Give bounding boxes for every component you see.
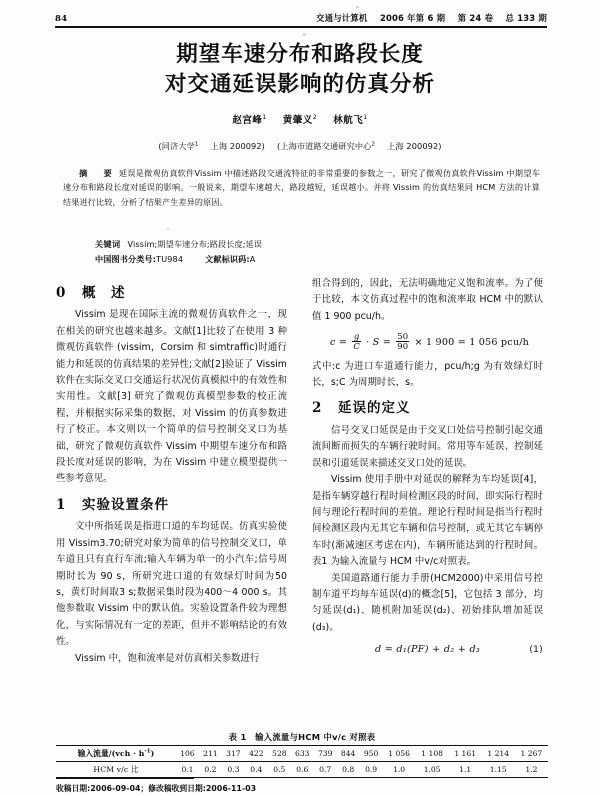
affiliation-1-city: 上海 200092) <box>210 141 265 151</box>
doc-code-value: A <box>249 254 256 264</box>
journal-citation: 交通与计算机 2006 年第 6 期 第 24 卷 总 133 期 <box>316 13 547 23</box>
cell-flow-0: 106 <box>176 746 199 762</box>
paragraph-0-1: Vissim 是现在国际主流的微观仿真软件之一，现在相关的研究也越来越多。文献[1]比较了在使用 3 种微观仿真软件 (vissim，Corsim 和 simtraffic)时通行能力和延误的仿真结果的差异性;文献[2]验证了 Vissim 软件在实际交叉口交通运行状况仿真模拟中的有效性和实用性。文献[3] 研究了微观仿真模型参数的校正流程，并根据实际采集的数据，对 Vissim 的仿真参数进行了校正。本文则以一个简单的信号控制交叉口为基础，研究了微观仿真软件 Vissim 中期望车速分布和路段长度对延误的影响，为在 Vissim 中建立模型提供一些参考意见。 <box>56 309 287 485</box>
cell-vc-0: 0.1 <box>176 762 199 778</box>
classification-block <box>95 252 545 267</box>
cell-flow-2: 317 <box>222 746 245 762</box>
cell-vc-11: 1.1 <box>449 762 482 778</box>
row-header-input-flow-pre: 输入流量/(vch · h <box>77 749 145 758</box>
cell-vc-12: 1.15 <box>482 762 515 778</box>
row-header-input-flow <box>56 746 176 762</box>
cell-vc-1: 0.2 <box>199 762 222 778</box>
table-1-caption: 表 1 输入流量与HCM 中v/c 对照表 <box>228 732 376 742</box>
footnote-rule <box>56 778 194 779</box>
doc-code-label: 文献标识码: <box>205 254 250 264</box>
section-2-number: 2 <box>312 400 323 417</box>
cell-flow-6: 739 <box>314 746 337 762</box>
cell-vc-2: 0.3 <box>222 762 245 778</box>
section-2-title: 延误的定义 <box>338 400 411 417</box>
keywords-block <box>95 237 545 252</box>
paragraph-1-1: 文中所指延误是指进口道的车均延误。仿真实验使用 Vissim3.70;研究对象为简单的信号控制交叉口，单车道且只有直行车流;输入车辆为单一的小汽车;信号周期时长为 90 s，所研究进口道的有效绿灯时间为50 s，黄灯时间取3 s;数据采集时段为400～4 000 s。其他参数取 Vissim 中的默认值。实验设置条件较为理想化，与实际情况有一定的差距，但并不影响结论的有效性。 <box>56 521 287 648</box>
table-1-wrapper <box>56 731 548 778</box>
running-head <box>55 12 547 24</box>
affiliation-2-city: 上海 200092) <box>387 141 442 151</box>
affiliation-1-marker: 1 <box>194 141 199 148</box>
cell-flow-13: 1 267 <box>515 746 548 762</box>
column-left <box>56 276 287 667</box>
delay-equation: d = d₁(PF) + d₂ + d₃ <box>374 644 481 656</box>
column-right <box>312 276 543 661</box>
affiliation-2-name: (上海市道路交通研究中心 <box>276 141 372 151</box>
cell-vc-4: 0.5 <box>268 762 291 778</box>
author-2: 黄肇义 <box>282 115 313 126</box>
paragraph-r-3: 信号交叉口延误是由于交叉口处信号控制引起交通流间断而损失的车辆行驶时间。常用等车延误、控制延误和引道延误来描述交叉口处的延误。 <box>312 424 543 469</box>
cell-flow-7: 844 <box>337 746 360 762</box>
equation-number: (1) <box>529 645 543 656</box>
formula-C: C <box>353 341 360 352</box>
cell-flow-4: 528 <box>268 746 291 762</box>
cell-vc-7: 0.8 <box>337 762 360 778</box>
page-title <box>0 40 600 100</box>
cell-flow-10: 1 108 <box>416 746 449 762</box>
clc-label: 中国图书分类号: <box>95 254 157 264</box>
author-2-affil-marker: 2 <box>312 113 318 121</box>
row-header-input-flow-post: ) <box>150 749 155 758</box>
affiliation-2-marker: 2 <box>371 141 376 148</box>
formula-frac-5090 <box>396 332 409 351</box>
affiliation-list <box>0 141 600 152</box>
cell-vc-10: 1.05 <box>416 762 449 778</box>
cell-flow-3: 422 <box>245 746 268 762</box>
author-list <box>0 112 600 126</box>
keywords-text: Vissim;期望车速分布;路段长度;延误 <box>127 239 263 249</box>
page-number: 84 <box>55 14 68 24</box>
section-1-title: 实验设置条件 <box>82 496 169 513</box>
formula-frac-gc <box>352 332 361 351</box>
paragraph-r-4: Vissim 使用手册中对延误的解释为车均延误[4]，是指车辆穿越行程时间检测区段的时间，即实际行程时间与理论行程时间的差值。理论行程时间是指当行程时间检测区段内无其它车辆和信号控制，或无其它车辆停车时(渐减速区考虑在内)，车辆所能达到的行程时间。表1 为输入流量与 HCM 中v/c对照表。 <box>312 474 543 568</box>
table-1-body <box>56 746 548 778</box>
formula-tail: × 1 900 = 1 056 pcu/h <box>411 337 530 349</box>
table-1 <box>56 745 548 778</box>
paragraph-r-1: 组合得到的，因此，无法明确地定义饱和流率。为了便于比较，本文仿真过程中的饱和流率取 HCM 中的默认值 1 900 pcu/h。 <box>312 278 543 322</box>
scan-speckle <box>356 6 359 8</box>
paragraph-1-2: Vissim 中，饱和流率是对仿真相关参数进行 <box>75 652 260 664</box>
formula-mid: · S = <box>362 337 395 349</box>
section-0-number: 0 <box>56 285 67 301</box>
paragraph-r-5: 美国道路通行能力手册(HCM2000)中采用信号控制车道平均每车延误(d)的概念[5]，它包括 3 部分，均匀延误(d₁)、随机附加延误(d₂)、初始排队增加延误(d₃)。 <box>312 572 543 633</box>
cell-vc-9: 1.0 <box>383 762 416 778</box>
cell-flow-9: 1 056 <box>383 746 416 762</box>
affiliation-1-name: (同济大学 <box>158 141 195 151</box>
cell-flow-12: 1 214 <box>482 746 515 762</box>
header-rule <box>55 26 547 28</box>
title-line-1: 期望车速分布和路段长度 <box>176 42 424 67</box>
cell-flow-8: 950 <box>360 746 383 762</box>
table-row <box>56 746 548 762</box>
cell-flow-11: 1 161 <box>449 746 482 762</box>
section-heading-2 <box>312 400 543 416</box>
section-heading-0 <box>56 285 287 301</box>
formula-g: g <box>353 331 360 342</box>
author-3: 林航飞 <box>333 115 364 126</box>
clc-value: TU984 <box>156 254 184 264</box>
delay-equation-line <box>312 642 543 658</box>
formula-50: 50 <box>397 331 409 342</box>
capacity-formula <box>312 332 543 351</box>
section-1-number: 1 <box>56 496 67 513</box>
footnote-dates: 收稿日期:2006-09-04；修改稿收到日期:2006-11-03 <box>56 784 257 793</box>
formula-90: 90 <box>397 341 409 352</box>
row-header-input-flow-sup: -1 <box>144 748 151 755</box>
section-0-title: 概 述 <box>82 285 126 301</box>
cell-flow-1: 211 <box>199 746 222 762</box>
paragraph-r-2: 式中:c 为进口车道通行能力，pcu/h;g 为有效绿灯时长，s;C 为周期时长，s。 <box>312 360 543 389</box>
title-line-2: 对交通延误影响的仿真分析 <box>164 72 435 97</box>
abstract-block <box>63 166 540 209</box>
cell-vc-13: 1.2 <box>515 762 548 778</box>
author-1: 赵宫峰 <box>232 115 263 126</box>
cell-vc-5: 0.6 <box>291 762 314 778</box>
cell-vc-6: 0.7 <box>314 762 337 778</box>
cell-vc-8: 0.9 <box>360 762 383 778</box>
abstract-label: 摘 要 <box>79 168 116 178</box>
section-heading-1 <box>56 497 287 513</box>
row-header-vc-ratio: HCM v/c 比 <box>56 762 176 778</box>
cell-vc-3: 0.4 <box>245 762 268 778</box>
scan-speckle <box>167 228 169 230</box>
formula-lhs: c = <box>330 337 351 349</box>
abstract-text: 延误是微观仿真软件Vissim 中描述路段交通流特征的非常重要的参数之一，研究了微观仿真软件Vissim 中期望车速分布和路段长度对延误的影响。一般说来，期望车速越大，路段越短，延误越小。并将 Vissim 的仿真结果同 HCM 方法的计算结果进行比较，分析了结果产生差异的原因。 <box>63 168 540 207</box>
table-row <box>56 762 548 778</box>
author-1-affil-marker: 1 <box>262 113 267 121</box>
scan-speckle <box>303 33 306 36</box>
cell-flow-5: 633 <box>291 746 314 762</box>
keywords-label: 关键词 <box>95 239 121 249</box>
author-3-affil-marker: 1 <box>363 113 368 121</box>
